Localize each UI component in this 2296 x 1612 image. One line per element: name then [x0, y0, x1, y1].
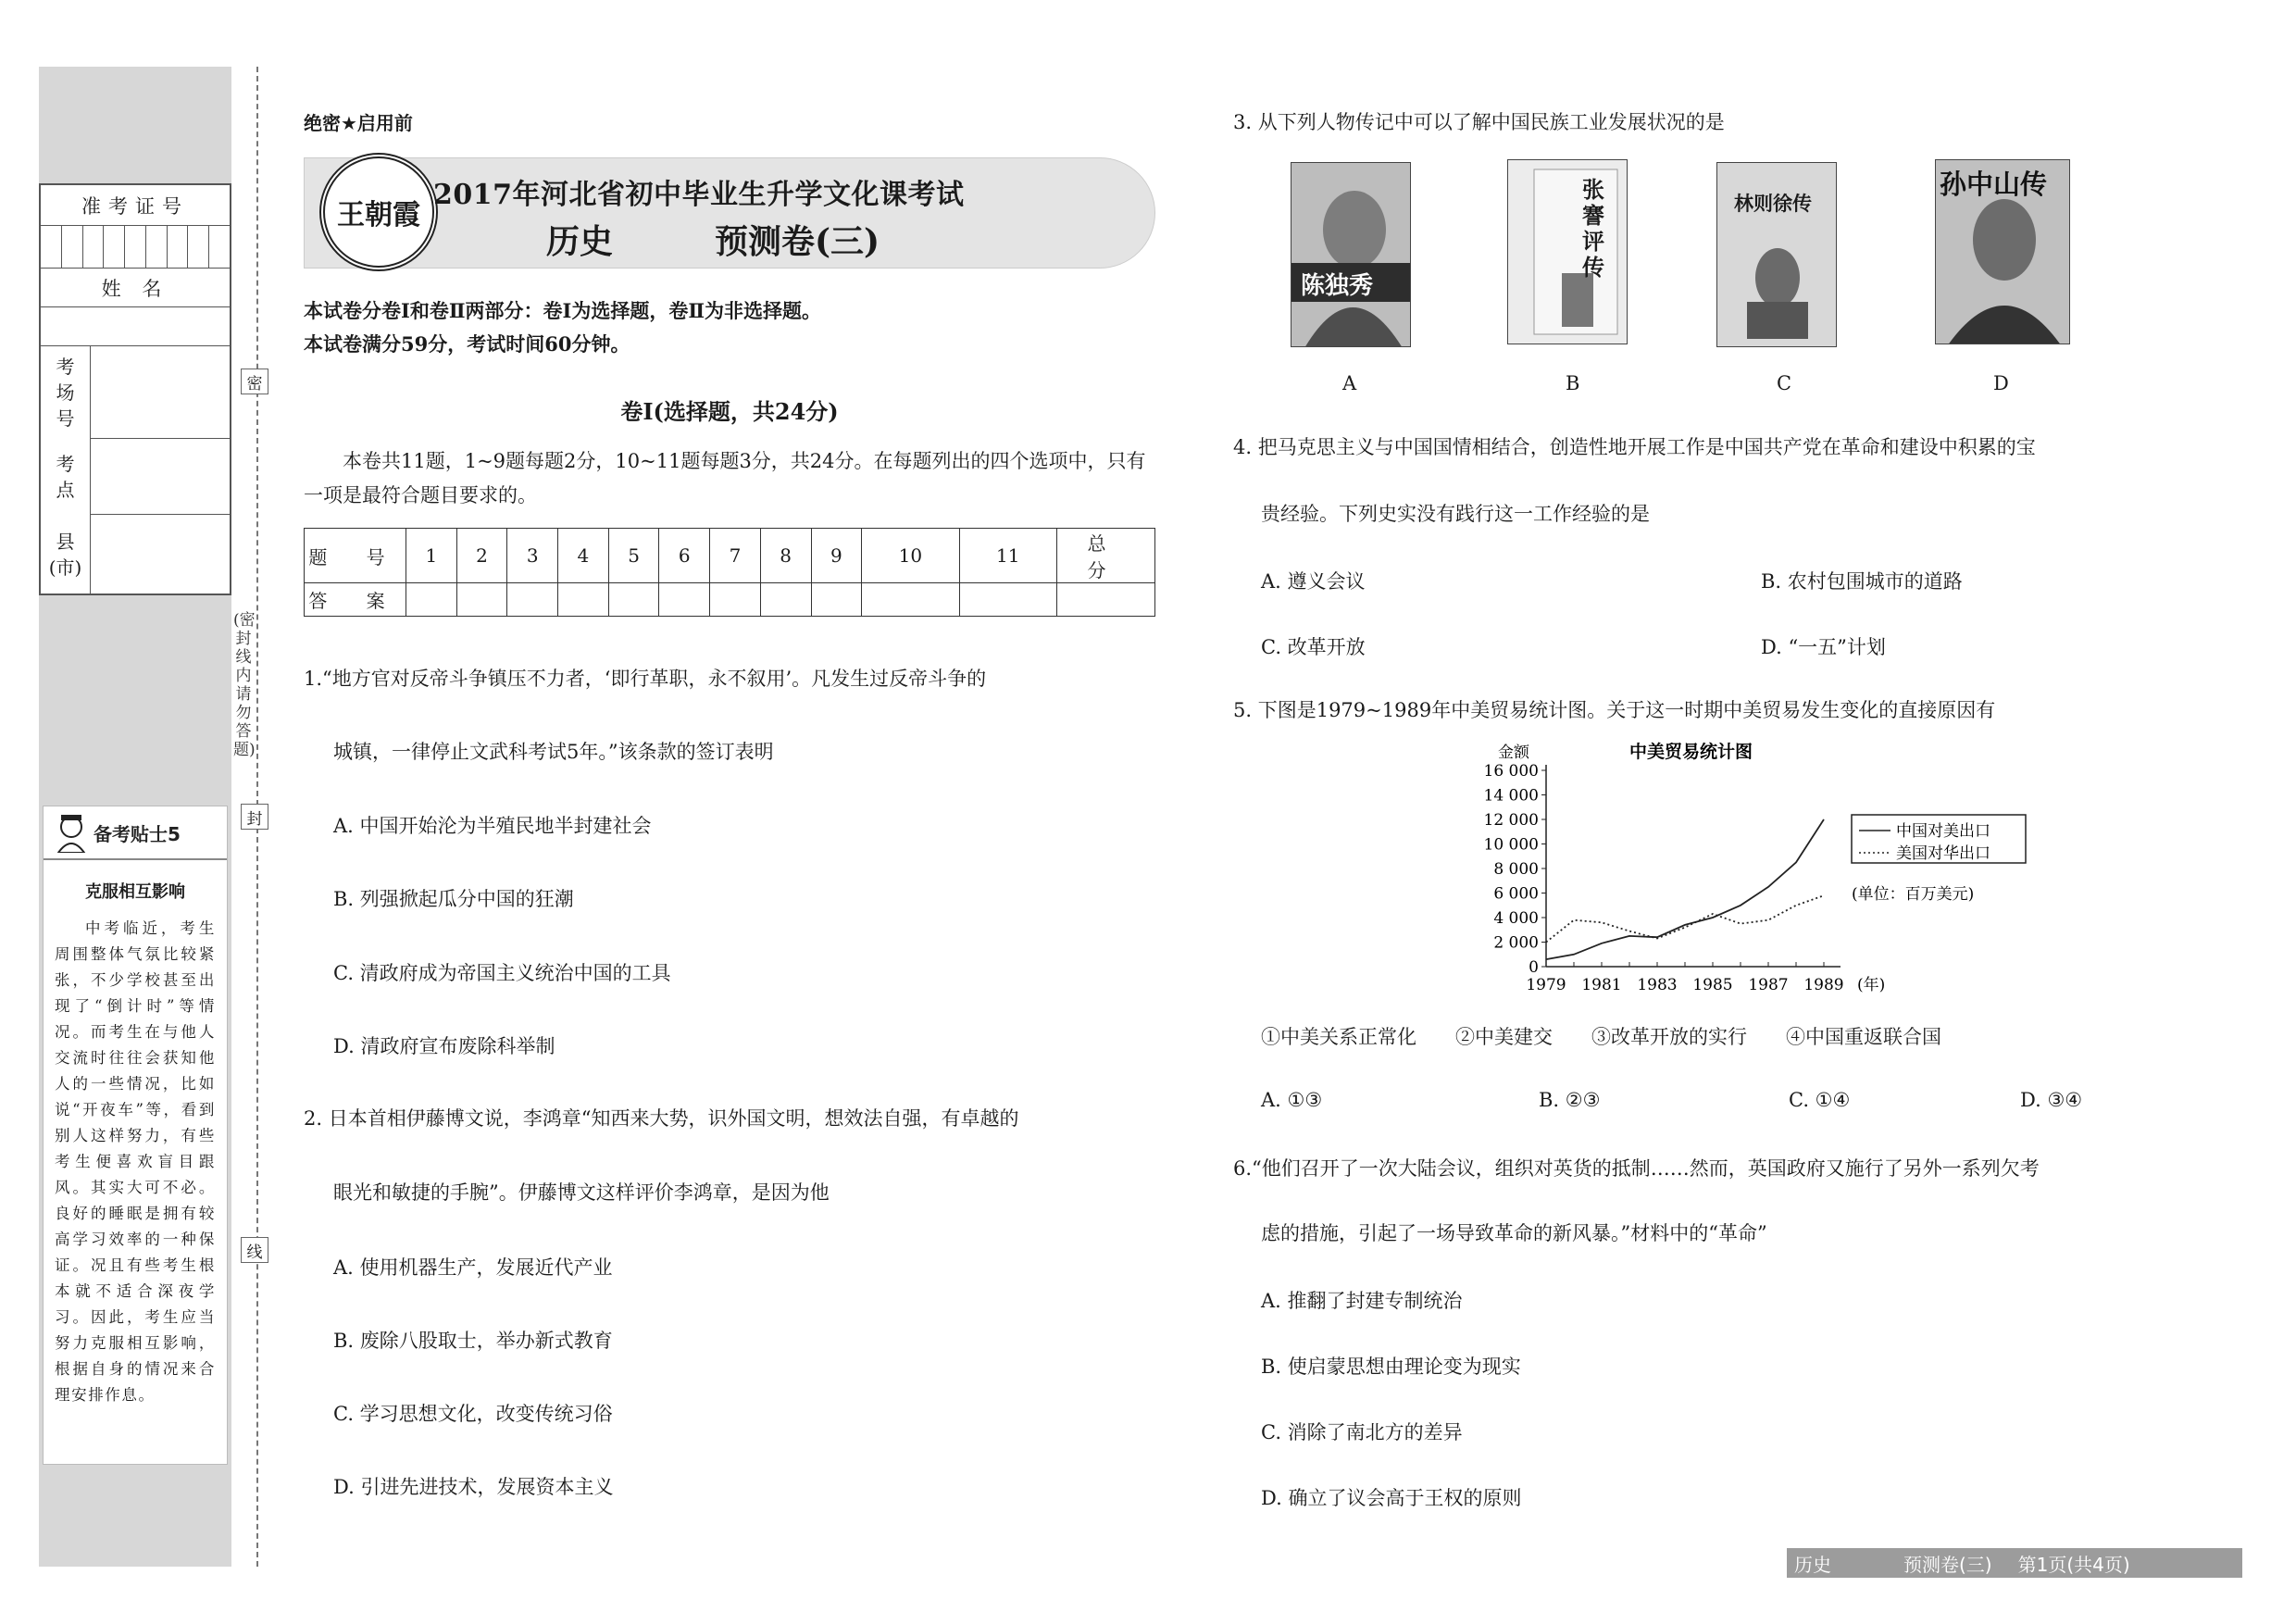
- book-label-c: C: [1777, 372, 1792, 394]
- x-tick-label: 1981: [1581, 976, 1622, 994]
- series-line-1: [1546, 895, 1824, 942]
- table-cell: 7: [710, 529, 761, 583]
- county-label: 县 (市): [41, 515, 91, 594]
- y-tick-label: 2 000: [1493, 933, 1539, 953]
- answer-cell[interactable]: [710, 583, 761, 617]
- room-field[interactable]: [91, 346, 230, 439]
- book-cover-c[interactable]: [1716, 162, 1837, 347]
- y-tick-label: 6 000: [1493, 884, 1539, 904]
- answer-cell[interactable]: [406, 583, 457, 617]
- county-field[interactable]: [91, 515, 230, 594]
- q2-option-d[interactable]: D. 引进先进技术，发展资本主义: [333, 1476, 614, 1498]
- book-label-b: B: [1566, 372, 1580, 394]
- series-line-0: [1546, 819, 1824, 959]
- book-title-c: 林则徐传: [1734, 192, 1812, 215]
- y-tick-label: 8 000: [1493, 860, 1539, 879]
- table-cell: 2: [456, 529, 507, 583]
- q6-option-d[interactable]: D. 确立了议会高于王权的原则: [1261, 1487, 1522, 1509]
- x-tick-label: 1989: [1803, 976, 1844, 994]
- y-tick-label: 10 000: [1483, 835, 1539, 855]
- exam-subtitle: [546, 216, 880, 263]
- answer-cell[interactable]: [558, 583, 609, 617]
- answer-cell[interactable]: [862, 583, 959, 617]
- table-cell: 4: [558, 529, 609, 583]
- q4-option-a[interactable]: A. 遵义会议: [1261, 570, 1366, 593]
- publisher-logo: [319, 153, 438, 271]
- q1-option-c[interactable]: C. 清政府成为帝国主义统治中国的工具: [333, 962, 671, 984]
- book-label-a: A: [1342, 372, 1357, 394]
- y-tick-label: 16 000: [1483, 762, 1539, 781]
- candidate-info-box: [39, 183, 231, 595]
- footer-subject: 历史: [1794, 1553, 1831, 1576]
- book-label-d: D: [1993, 372, 2009, 394]
- q5-option-b[interactable]: B. ②③: [1539, 1089, 1601, 1111]
- q4-stem-line1: 4. 把马克思主义与中国国情相结合，创造性地开展工作是中国共产党在革命和建设中积累的宝: [1233, 436, 2036, 458]
- question-number-label: 题 号: [305, 529, 406, 583]
- book-cover-d[interactable]: [1935, 159, 2070, 344]
- q1-option-d[interactable]: D. 清政府宣布废除科举制: [333, 1035, 555, 1057]
- answer-label: 答 案: [305, 583, 406, 617]
- table-row: [305, 529, 1155, 583]
- q1-option-a[interactable]: A. 中国开始沦为半殖民地半封建社会: [333, 815, 652, 837]
- site-field[interactable]: [91, 439, 230, 515]
- book-title-b: 张謇评传: [1582, 176, 1604, 281]
- q6-option-c[interactable]: C. 消除了南北方的差异: [1261, 1421, 1463, 1443]
- section-heading: 卷Ⅰ(选择题，共24分): [620, 398, 839, 425]
- q4-option-c[interactable]: C. 改革开放: [1261, 636, 1366, 658]
- x-tick-label: 1987: [1748, 976, 1789, 994]
- q4-stem-line2: 贵经验。下列史实没有践行这一工作经验的是: [1261, 503, 1650, 525]
- section-intro: 本卷共11题，1~9题每题2分，10~11题每题3分，共24分。在每题列出的四个选项中，只有一项是最符合题目要求的。: [304, 450, 1146, 506]
- chart-legend: [1852, 815, 2026, 863]
- footer-paper: 预测卷(三): [1903, 1553, 1992, 1576]
- room-label: 考 场 号: [41, 346, 91, 439]
- chart-y-label: 金额: [1498, 744, 1529, 762]
- tip-body: 中考临近，考生周围整体气氛比较紧张，不少学校甚至出现了“倒计时”等情况。而考生在与他人交流时往往会获知他人的一些情况，比如说“开夜车”等，看到别人这样努力，有些考生便喜欢盲目跟风。其实大可不必。良好的睡眠是拥有较高学习效率的一种保证。况且有些考生根本就不适合深夜学习。因此，考生应当努力克服相互影响，根据自身的情况来合理安排作息。: [55, 919, 216, 1404]
- name-field[interactable]: [41, 307, 230, 346]
- q1-stem-line2: 城镇，一律停止文武科考试5年。”该条款的签订表明: [333, 741, 774, 763]
- table-cell: 6: [659, 529, 710, 583]
- q5-option-c[interactable]: C. ①④: [1789, 1089, 1851, 1111]
- seal-mark-mi: 密: [241, 369, 268, 394]
- q2-option-c[interactable]: C. 学习思想文化，改变传统习俗: [333, 1403, 613, 1425]
- table-cell: 8: [760, 529, 811, 583]
- answer-table: [304, 528, 1155, 617]
- book-cover-a[interactable]: [1291, 162, 1411, 347]
- table-cell: 3: [507, 529, 558, 583]
- page-footer: [1787, 1548, 2242, 1578]
- trade-chart: [1463, 741, 2055, 1000]
- table-cell: 11: [959, 529, 1056, 583]
- instruction-line: 本试卷分卷Ⅰ和卷Ⅱ两部分：卷Ⅰ为选择题，卷Ⅱ为非选择题。: [304, 299, 822, 322]
- chart-axes: [1484, 762, 1886, 994]
- site-label: 考 点: [41, 439, 91, 515]
- exam-instructions: [304, 294, 821, 361]
- exam-id-cells[interactable]: [41, 226, 230, 269]
- q1-stem-line1: 1.“地方官对反帝斗争镇压不力者，‘即行革职，永不叙用’。凡发生过反帝斗争的: [304, 668, 987, 690]
- chart-lines: [1546, 819, 1824, 959]
- q5-option-d[interactable]: D. ③④: [2020, 1089, 2083, 1111]
- q3-stem: 3. 从下列人物传记中可以了解中国民族工业发展状况的是: [1233, 111, 1725, 133]
- tip-box: [43, 806, 228, 1465]
- seal-mark-feng: 封: [241, 804, 268, 830]
- exam-title: 2017年河北省初中毕业生升学文化课考试: [433, 179, 965, 211]
- q2-stem-line1: 2. 日本首相伊藤博文说，李鸿章“知西来大势，识外国文明，想效法自强，有卓越的: [304, 1107, 1019, 1130]
- total-label: 总 分: [1057, 529, 1155, 583]
- q4-option-d[interactable]: D. “一五”计划: [1761, 636, 1886, 658]
- table-cell: 10: [862, 529, 959, 583]
- q2-option-b[interactable]: B. 废除八股取士，举办新式教育: [333, 1330, 613, 1352]
- chart-title: 中美贸易统计图: [1629, 742, 1753, 762]
- name-label: 姓 名: [41, 269, 230, 307]
- x-tick-label: 1979: [1526, 976, 1566, 994]
- table-cell: 5: [608, 529, 659, 583]
- answer-cell[interactable]: [507, 583, 558, 617]
- seal-mark-xian: 线: [241, 1237, 268, 1263]
- tip-title: 克服相互影响: [85, 882, 185, 902]
- portrait-image: [1292, 163, 1411, 347]
- table-cell: 9: [811, 529, 862, 583]
- table-cell: 1: [406, 529, 457, 583]
- exam-id-label: 准考证号: [41, 185, 230, 226]
- q2-option-a[interactable]: A. 使用机器生产，发展近代产业: [333, 1256, 613, 1279]
- book-cover-b[interactable]: [1507, 159, 1628, 344]
- paper-name: 预测卷(三): [715, 222, 880, 261]
- answer-cell[interactable]: [608, 583, 659, 617]
- logo-text: 王朝霞: [337, 199, 420, 231]
- q6-option-a[interactable]: A. 推翻了封建专制统治: [1261, 1290, 1463, 1312]
- q6-stem-line2: 虑的措施，引起了一场导致革命的新风暴。”材料中的“革命”: [1261, 1222, 1767, 1244]
- y-tick-label: 0: [1529, 958, 1539, 977]
- y-tick-label: 14 000: [1483, 786, 1539, 806]
- q5-items: ①中美关系正常化 ②中美建交 ③改革开放的实行 ④中国重返联合国: [1261, 1026, 1941, 1048]
- q2-stem-line2: 眼光和敏捷的手腕”。伊藤博文这样评价李鸿章，是因为他: [333, 1181, 830, 1204]
- q1-option-b[interactable]: B. 列强掀起瓜分中国的狂潮: [333, 888, 574, 910]
- book-title-a: 陈独秀: [1301, 272, 1374, 300]
- cover-image: [1508, 160, 1628, 344]
- table-row: [305, 583, 1155, 617]
- x-tick-label: 1985: [1692, 976, 1733, 994]
- secret-mark: 绝密★启用前: [304, 112, 413, 134]
- q6-option-b[interactable]: B. 使启蒙思想由理论变为现实: [1261, 1356, 1521, 1378]
- q5-option-a[interactable]: A. ①③: [1261, 1089, 1323, 1111]
- subject-name: 历史: [546, 222, 614, 261]
- total-cell[interactable]: [1057, 583, 1155, 617]
- q5-stem: 5. 下图是1979~1989年中美贸易统计图。关于这一时期中美贸易发生变化的直接原因有: [1233, 699, 1996, 721]
- x-tick-label: 1983: [1637, 976, 1678, 994]
- q4-option-b[interactable]: B. 农村包围城市的道路: [1761, 570, 1963, 593]
- legend-label: 中国对美出口: [1896, 822, 1990, 841]
- answer-cell[interactable]: [959, 583, 1056, 617]
- q6-stem-line1: 6.“他们召开了一次大陆会议，组织对英货的抵制……然而，英国政府又施行了另外一系列欠考: [1233, 1157, 2040, 1180]
- tip-header: [44, 806, 227, 860]
- answer-cell[interactable]: [760, 583, 811, 617]
- y-tick-label: 12 000: [1483, 811, 1539, 830]
- legend-label: 美国对华出口: [1896, 844, 1990, 863]
- scholar-icon: [53, 812, 90, 853]
- instruction-line: 本试卷满分59分，考试时间60分钟。: [304, 332, 630, 356]
- book-title-d: 孙中山传: [1940, 169, 2048, 200]
- tip-badge: 备考贴士5: [94, 822, 181, 845]
- chart-unit-note: (单位：百万美元): [1852, 885, 1975, 904]
- footer-page: 第1页(共4页): [2017, 1553, 2130, 1576]
- answer-cell[interactable]: [811, 583, 862, 617]
- y-tick-label: 4 000: [1493, 909, 1539, 928]
- answer-cell[interactable]: [659, 583, 710, 617]
- seal-note: (密封线内请勿答题): [233, 611, 256, 759]
- answer-cell[interactable]: [456, 583, 507, 617]
- x-axis-label: (年): [1857, 976, 1886, 994]
